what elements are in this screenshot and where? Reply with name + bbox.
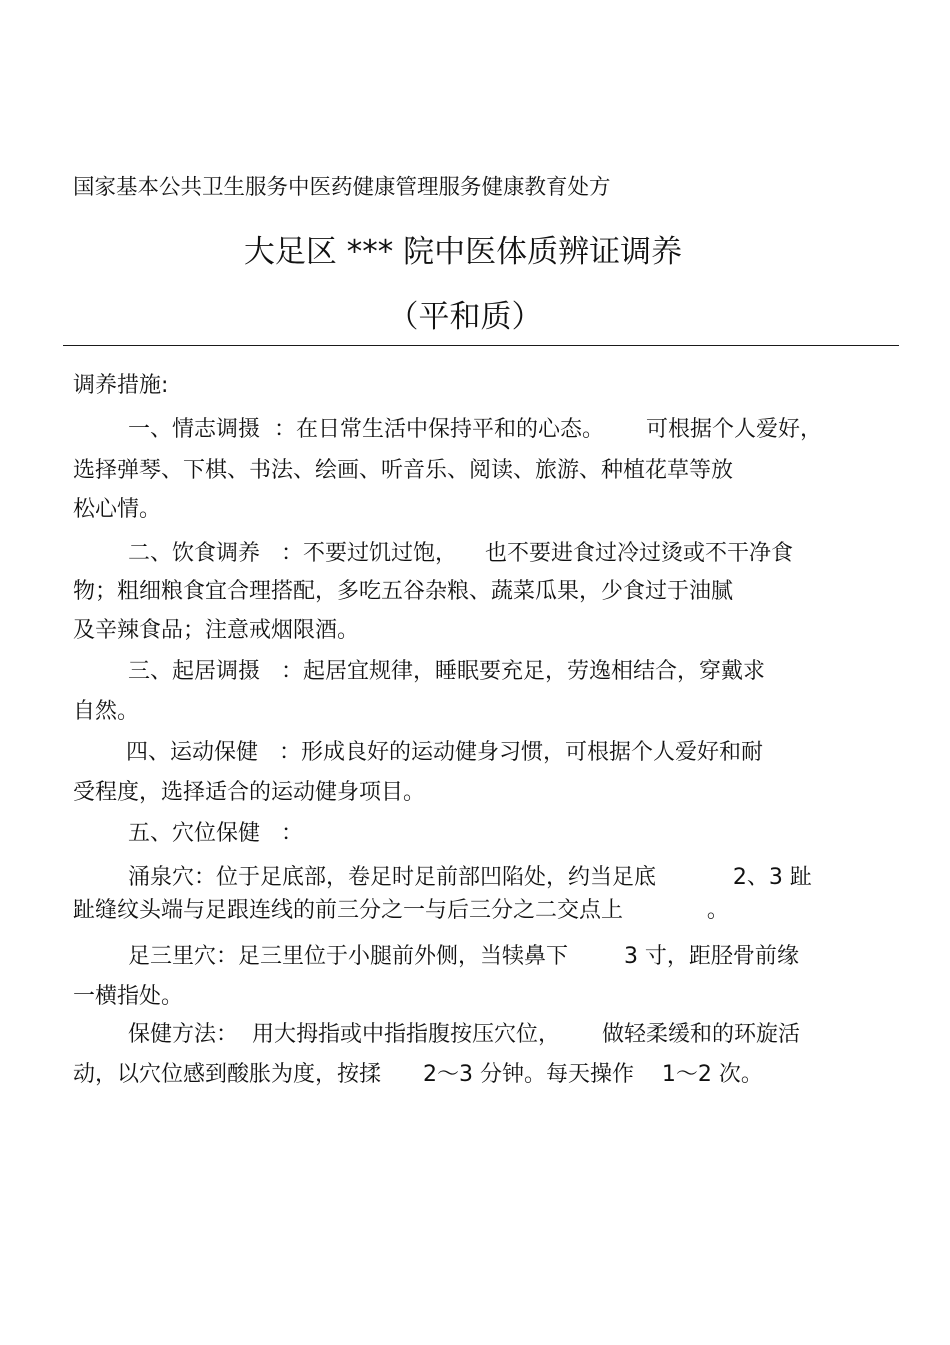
diet-line-2: 物；粗细粮食宜合理搭配，多吃五谷杂粮、蔬菜瓜果，少食过于油腻 [73,579,734,604]
daily-life-line-1: 三、起居调摄 ：起居宜规律，睡眠要充足，劳逸相结合，穿戴求 [128,659,765,684]
zusanli-line-1: 足三里穴：足三里位于小腿前外侧，当犊鼻下 3 寸，距胫骨前缘 [128,944,799,969]
title-divider [63,345,899,346]
method-line-1: 保健方法： 用大拇指或中指指腹按压穴位， 做轻柔缓和的环旋活 [128,1022,800,1047]
exercise-line-1: 四、运动保健 ：形成良好的运动健身习惯，可根据个人爱好和耐 [126,740,763,765]
emotion-line-3: 松心情。 [73,497,162,522]
emotion-line-2: 选择弹琴、下棋、书法、绘画、听音乐、阅读、旅游、种植花草等放 [73,458,734,483]
diet-line-3: 及辛辣食品；注意戒烟限酒。 [73,618,360,643]
measures-heading: 调养措施: [73,373,169,398]
method-line-2: 动，以穴位感到酸胀为度，按揉 2～3 分钟。每天操作 1～2 次。 [73,1062,763,1087]
zusanli-line-2: 一横指处。 [73,984,184,1009]
yongquan-line-1: 涌泉穴：位于足底部，卷足时足前部凹陷处，约当足底 2、3 趾 [128,865,812,890]
emotion-line-1: 一、情志调摄 ：在日常生活中保持平和的心态。 可根据个人爱好， [128,417,822,442]
yongquan-line-2: 趾缝纹头端与足跟连线的前三分之一与后三分之二交点上 。 [73,898,729,923]
diet-line-1: 二、饮食调养 ：不要过饥过饱， 也不要进食过冷过烫或不干净食 [128,541,793,566]
document-subtitle: （平和质） [387,299,543,335]
document-title: 大足区 *** 院中医体质辨证调养 [243,234,683,270]
exercise-line-2: 受程度，选择适合的运动健身项目。 [73,780,426,805]
acupoint-heading: 五、穴位保健 ： [128,821,303,846]
program-title: 国家基本公共卫生服务中医药健康管理服务健康教育处方 [73,175,611,200]
daily-life-line-2: 自然。 [73,699,140,724]
